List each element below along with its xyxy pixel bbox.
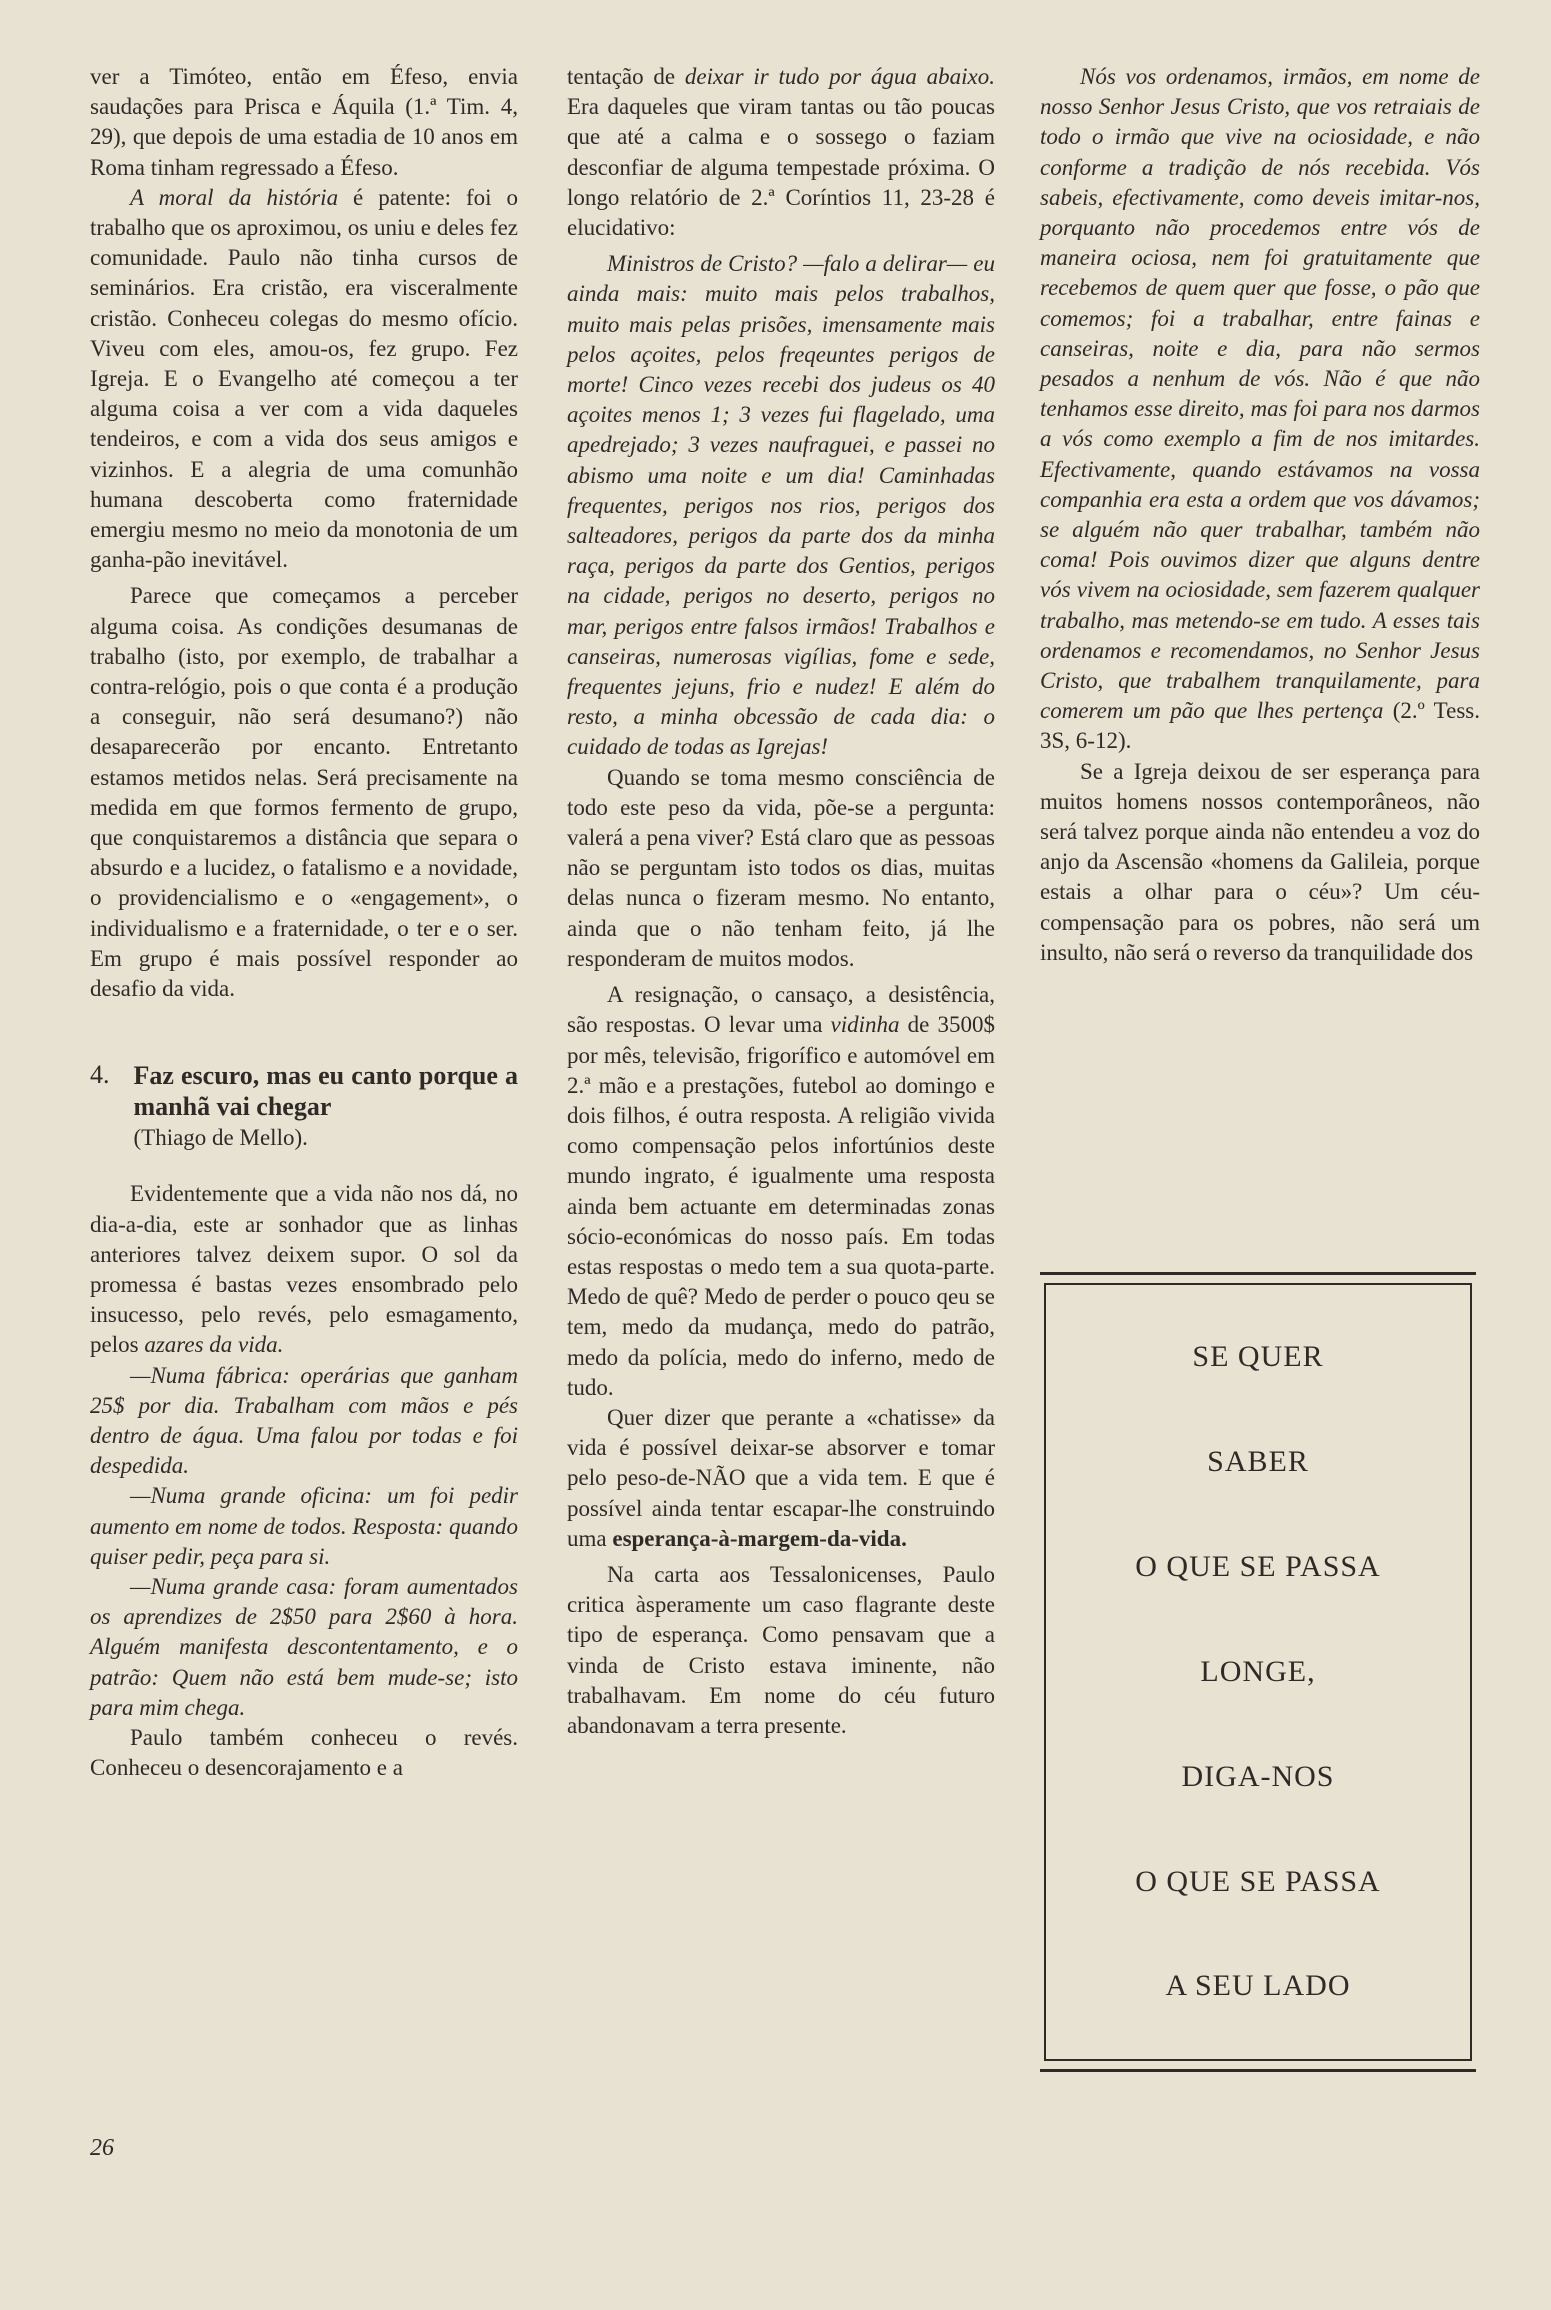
section-title: Faz escuro, mas eu canto porque a manhã vai chegar bbox=[133, 1061, 518, 1122]
paragraph-text: é patente: foi o trabalho que os aproximou, os uniu e deles fez comunidade. Paulo não tinha cursos de seminários. Era cristão, era visceralmente cristão. Conheceu colegas do mesmo ofício. Viveu com eles, amou-os, fez grupo. Fez Igreja. E o Evangelho até começou a ter alguma coisa a ver com a vida daqueles tendeiros, e com a vida dos seus amigos e vizinhos. E a alegria de uma comunhão humana descoberta como fraternidade emergiu mesmo no meio da monotonia de um ganha-pão inevitável. bbox=[90, 184, 518, 573]
advert-line: LONGE, bbox=[1200, 1654, 1316, 1688]
paragraph: Se a Igreja deixou de ser esperança para muitos homens nossos contemporâneos, não será talvez porque ainda não entendeu a voz do anjo da Ascensão «homens da Galileia, porque estais a olhar para o céu»? Um céu-compensação para os pobres, não será um insulto, não será o reverso da tranquilidade dos bbox=[1040, 758, 1480, 965]
example-item: —Numa fábrica: operárias que ganham 25$ por dia. Trabalham com mãos e pés dentro de água. Uma falou por todas e foi despedida. bbox=[90, 1362, 518, 1479]
paragraph bbox=[567, 1403, 995, 1554]
bold-phrase: esperança-à-margem-da-vida. bbox=[612, 1525, 907, 1551]
advert-line: O QUE SE PASSA bbox=[1135, 1864, 1381, 1898]
paragraph-text: de 3500$ por mês, televisão, frigorífico e automóvel em 2.ª mão e a prestações, futebol ao domingo e dois filhos, é outra resposta. A religião vivida como compensação pelos infortúnios deste mundo ingrato, é igualmente uma resposta ainda bem actuante em determinadas zonas sócio-económicas do nosso país. Em todas estas respostas o medo tem a sua quota-parte. Medo de quê? Medo de perder o pouco qeu se tem, medo da mudança, medo do patrão, medo da polícia, medo do inferno, medo de tudo. bbox=[567, 1012, 995, 1400]
paragraph: Quando se toma mesmo consciência de todo este peso da vida, põe-se a pergunta: valerá a pena viver? Está claro que as pessoas não se perguntam isto todos os dias, muitas delas nunca o fizeram mesmo. No entanto, ainda que o não tenham feito, já lhe responderam de muitos modos. bbox=[567, 764, 995, 971]
quote-reference: (2.º Tess. 3S, 6-12). bbox=[1040, 698, 1480, 754]
paragraph: Na carta aos Tessalonicenses, Paulo critica àsperamente um caso flagrante deste tipo de esperança. Como pensavam que a vinda de Cristo estava iminente, não trabalhavam. Em nome do céu futuro abandonavam a terra presente. bbox=[567, 1561, 995, 1738]
paragraph-text: Quer dizer que perante a «chatisse» da vida é possível deixar-se absorver e tomar pelo peso-de-NÃO que a vida tem. E que é possível ainda tentar escapar-lhe construindo uma bbox=[567, 1404, 995, 1551]
page-number: 26 bbox=[90, 2135, 114, 2161]
example-item: —Numa grande oficina: um foi pedir aumento em nome de todos. Resposta: quando quiser pedir, peça para si. bbox=[90, 1483, 518, 1569]
italic-phrase: vidinha bbox=[830, 1012, 900, 1038]
scripture-quote bbox=[1040, 62, 1480, 757]
advert-line: O QUE SE PASSA bbox=[1135, 1550, 1381, 1584]
italic-phrase: azares da vida. bbox=[144, 1332, 284, 1358]
section-heading bbox=[90, 1060, 518, 1153]
advert-line: SE QUER bbox=[1192, 1340, 1324, 1374]
column-middle bbox=[567, 62, 995, 1741]
example-item: —Numa grande casa: foram aumentados os aprendizes de 2$50 para 2$60 à hora. Alguém manifesta descontentamento, e o patrão: Quem não está bem mude-se; isto para mim chega. bbox=[90, 1573, 518, 1720]
paragraph bbox=[567, 980, 995, 1403]
paragraph: Parece que começamos a perceber alguma coisa. As condições desumanas de trabalho (isto, por exemplo, de trabalhar a contra-relógio, pois o que conta é a produção a conseguir, não será desumano?) não desaparecerão por encanto. Entretanto estamos metidos nelas. Será precisamente na medida em que formos fermento de grupo, que conquistaremos a distância que separa o absurdo e a lucidez, o fatalismo e a novidade, o providencialismo e o «engagement», o individualismo e a fraternidade, o ter e o ser. Em grupo é mais possível responder ao desafio da vida. bbox=[90, 583, 518, 1002]
paragraph: Paulo também conheceu o revés. Conheceu o desencorajamento e a bbox=[90, 1724, 518, 1781]
paragraph-text: Era daqueles que viram tantas ou tão poucas que até a calma e o sossego o faziam desconfiar de alguma tempestade próxima. O longo relatório de 2.ª Coríntios 11, 23-28 é elucidativo: bbox=[567, 94, 995, 241]
section-number: 4. bbox=[90, 1060, 110, 1090]
quote-text: Nós vos ordenamos, irmãos, em nome de nosso Senhor Jesus Cristo, que vos retraiais de todo o irmão que vive na ociosidade, e não conforme a tradição de nós recebida. Vós sabeis, efectivamente, como deveis imitar-nos, porquanto não procedemos entre vós de maneira ociosa, nem foi gratuitamente que recebemos de quem quer que fosse, o pão que comemos; foi a trabalhar, entre fainas e canseiras, noite e dia, para não sermos pesados a nenhum de vós. Não é que não tenhamos esse direito, mas foi para nos darmos a vós como exemplo a fim de nos imitardes. Efectivamente, quando estávamos na vossa companhia era esta a ordem que vos dávamos; se alguém não quer trabalhar, também não coma! Pois ouvimos dizer que alguns dentre vós vivem na ociosidade, sem fazerem qualquer trabalho, mas metendo-se em tudo. A esses tais ordenamos e recomendamos, no Senhor Jesus Cristo, que trabalhem tranquilamente, para comerem um pão que lhes pertença bbox=[1040, 64, 1480, 724]
scripture-quote: Ministros de Cristo? —falo a delirar— eu ainda mais: muito mais pelos trabalhos, muito mais pelas prisões, imensamente mais pelos açoites, pelos freqeuntes perigos de morte! Cinco vezes recebi dos judeus os 40 açoites menos 1; 3 vezes fui flagelado, uma apedrejado; 3 vezes naufraguei, e passei no abismo uma noite e um dia! Caminhadas frequentes, perigos nos rios, perigos dos salteadores, perigos da parte dos da minha raça, perigos da parte dos Gentios, perigos na cidade, perigos no deserto, perigos no mar, perigos entre falsos irmãos! Trabalhos e canseiras, numerosas vigílias, fome e sede, frequentes jejuns, frio e nudez! E além do resto, a minha obcessão de cada dia: o cuidado de todas as Igrejas! bbox=[567, 251, 995, 760]
paragraph bbox=[90, 1179, 518, 1360]
paragraph bbox=[567, 62, 995, 243]
advert-box-inner bbox=[1044, 1283, 1472, 2061]
paragraph: ver a Timóteo, então em Éfeso, envia saudações para Prisca e Áquila (1.ª Tim. 4, 29), que depois de uma estadia de 10 anos em Roma tinham regressado a Éfeso. bbox=[90, 64, 518, 180]
paragraph bbox=[90, 183, 518, 576]
paragraph-text: Evidentemente que a vida não nos dá, no dia-a-dia, este ar sonhador que as linhas anteriores talvez deixem supor. O sol da promessa é bastas vezes ensombrado pelo insucesso, pelo revés, pelo esmagamento, pelos bbox=[90, 1181, 518, 1358]
column-left bbox=[90, 62, 518, 1783]
advert-line: DIGA-NOS bbox=[1181, 1759, 1335, 1793]
advert-box bbox=[1040, 1272, 1476, 2072]
advert-line: A SEU LADO bbox=[1165, 1969, 1351, 2003]
advert-line: SABER bbox=[1207, 1445, 1309, 1479]
italic-phrase: deixar ir tudo por água abaixo. bbox=[684, 64, 995, 89]
paragraph-text: tentação de bbox=[567, 64, 685, 89]
paragraph-text: A resignação, o cansaço, a desistência, são respostas. O levar uma bbox=[567, 982, 995, 1038]
section-attribution: (Thiago de Mello). bbox=[133, 1125, 308, 1151]
italic-phrase: A moral da história bbox=[130, 184, 339, 210]
column-right bbox=[1040, 62, 1480, 968]
